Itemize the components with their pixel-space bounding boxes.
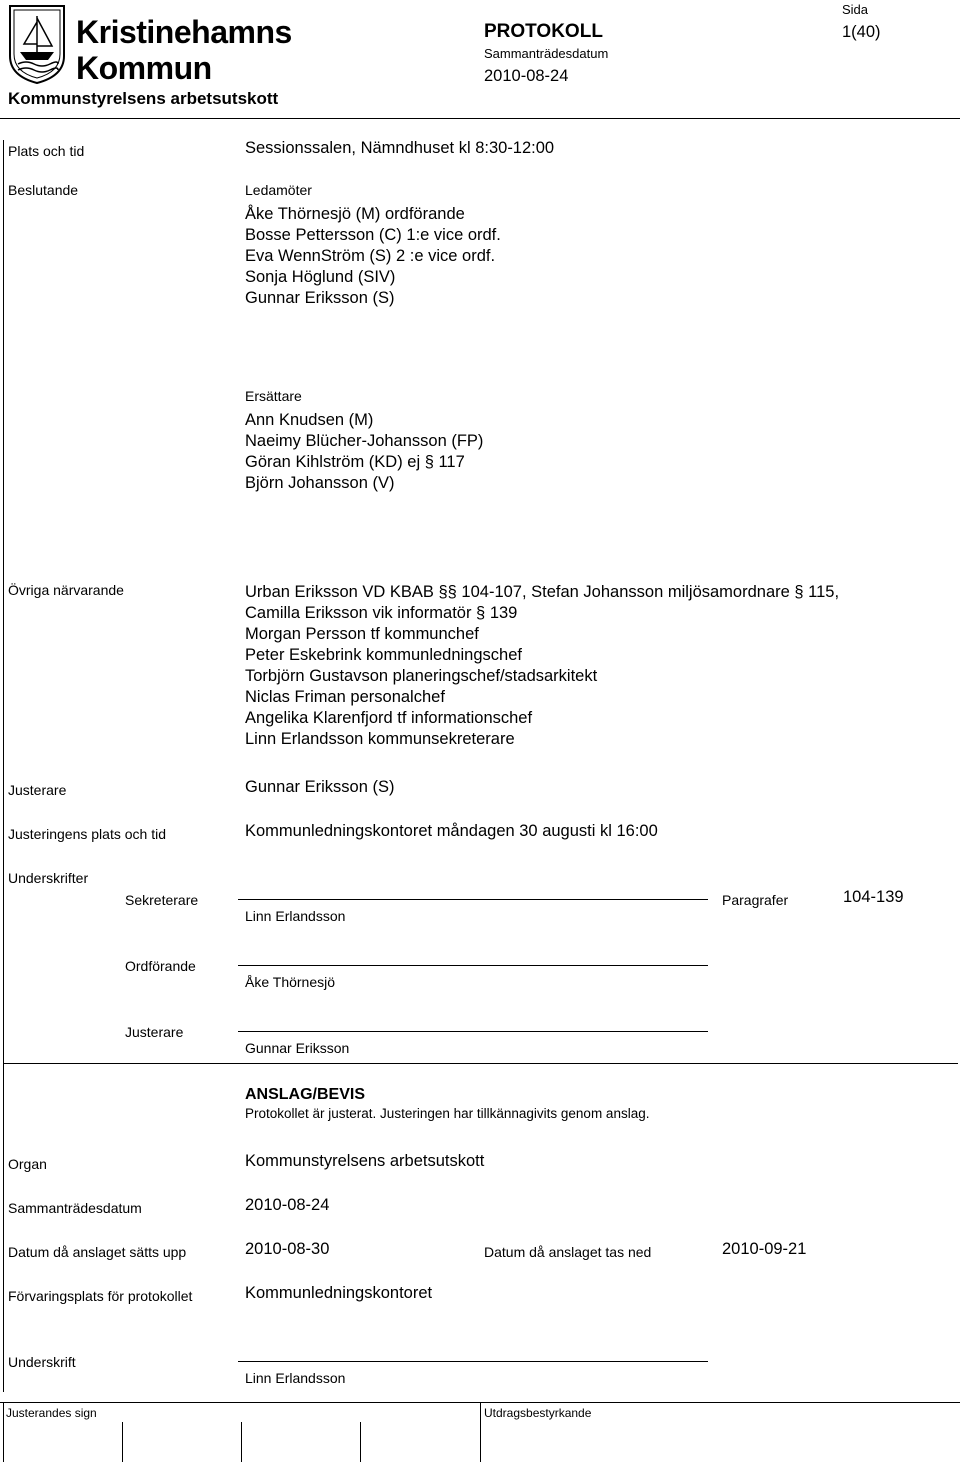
- signature-adjuster-label: Justerare: [125, 1024, 184, 1040]
- substitute-item: Björn Johansson (V): [245, 474, 395, 492]
- members-list: [245, 204, 501, 309]
- logo-text-line1: Kristinehamns: [76, 14, 292, 50]
- attendee-item: Peter Eskebrink kommunledningschef: [245, 646, 522, 664]
- coat-of-arms-icon: [8, 4, 66, 84]
- adjuster-value: Gunnar Eriksson (S): [245, 778, 395, 796]
- extract-cert-label: Utdragsbestyrkande: [484, 1406, 592, 1420]
- member-item: Gunnar Eriksson (S): [245, 289, 395, 307]
- logo-text-line2: Kommun: [76, 50, 212, 86]
- adjuster-sign-label: Justerandes sign: [6, 1406, 97, 1420]
- meeting-date: 2010-08-24: [484, 67, 569, 85]
- member-item: Eva WennStröm (S) 2 :e vice ordf.: [245, 247, 496, 265]
- left-margin-line: [3, 140, 4, 1392]
- deciding-label: Beslutande: [8, 182, 79, 198]
- substitutes-list: [245, 410, 483, 494]
- chair-label: Ordförande: [125, 958, 196, 974]
- notice-signature-line: [238, 1361, 708, 1362]
- organ-value: Kommunstyrelsens arbetsutskott: [245, 1152, 485, 1170]
- paragraphs-value: 104-139: [843, 888, 904, 906]
- notice-title: ANSLAG/BEVIS: [245, 1086, 366, 1103]
- header-divider: [0, 118, 960, 119]
- department-name: Kommunstyrelsens arbetsutskott: [8, 89, 279, 108]
- notice-signature-label: Underskrift: [8, 1354, 76, 1370]
- sign-box-divider: [241, 1422, 242, 1462]
- storage-value: Kommunledningskontoret: [245, 1284, 433, 1302]
- posted-value: 2010-08-30: [245, 1240, 330, 1258]
- member-item: Åke Thörnesjö (M) ordförande: [245, 205, 465, 223]
- secretary-label: Sekreterare: [125, 892, 199, 908]
- notice-signature-name: Linn Erlandsson: [245, 1370, 346, 1386]
- others-list: [245, 582, 839, 750]
- attendee-item: Camilla Eriksson vik informatör § 139: [245, 604, 518, 622]
- secretary-signature-line: [238, 899, 708, 900]
- organ-label: Organ: [8, 1156, 47, 1172]
- sign-box-divider: [360, 1422, 361, 1462]
- signature-adjuster-name: Gunnar Eriksson: [245, 1040, 350, 1056]
- sign-box-divider: [3, 1402, 4, 1462]
- sign-box-divider: [122, 1422, 123, 1462]
- substitute-item: Göran Kihlström (KD) ej § 117: [245, 453, 465, 471]
- notice-text: Protokollet är justerat. Justeringen har tillkännagivits genom anslag.: [245, 1106, 650, 1121]
- page-number: 1(40): [842, 23, 881, 41]
- paragraphs-label: Paragrafer: [722, 892, 789, 908]
- chair-name: Åke Thörnesjö: [245, 974, 336, 990]
- attendee-item: Linn Erlandsson kommunsekreterare: [245, 730, 515, 748]
- storage-label: Förvaringsplats för protokollet: [8, 1288, 193, 1304]
- others-label: Övriga närvarande: [8, 582, 124, 598]
- page-label: Sida: [842, 2, 869, 17]
- substitute-item: Ann Knudsen (M): [245, 411, 374, 429]
- place-value: Sessionssalen, Nämndhuset kl 8:30-12:00: [245, 139, 555, 157]
- meeting-date-label: Sammanträdesdatum: [484, 46, 609, 61]
- secretary-name: Linn Erlandsson: [245, 908, 346, 924]
- substitutes-label: Ersättare: [245, 388, 302, 404]
- municipality-logo: [8, 4, 292, 86]
- posted-label: Datum då anslaget sätts upp: [8, 1244, 187, 1260]
- adjuster-signature-line: [238, 1031, 708, 1032]
- notice-date-value: 2010-08-24: [245, 1196, 330, 1214]
- member-item: Sonja Höglund (SIV): [245, 268, 396, 286]
- place-label: Plats och tid: [8, 143, 85, 159]
- signatures-label: Underskrifter: [8, 870, 89, 886]
- sign-box-divider: [480, 1402, 481, 1462]
- attendee-item: Torbjörn Gustavson planeringschef/stadsarkitekt: [245, 667, 598, 685]
- removed-value: 2010-09-21: [722, 1240, 807, 1258]
- notice-divider: [3, 1063, 958, 1064]
- adjust-place-value: Kommunledningskontoret måndagen 30 augusti kl 16:00: [245, 822, 658, 840]
- member-item: Bosse Pettersson (C) 1:e vice ordf.: [245, 226, 501, 244]
- attendee-item: Niclas Friman personalchef: [245, 688, 445, 706]
- attendee-item: Angelika Klarenfjord tf informationschef: [245, 709, 533, 727]
- attendee-item: Urban Eriksson VD KBAB §§ 104-107, Stefan Johansson miljösamordnare § 115,: [245, 583, 840, 601]
- removed-label: Datum då anslaget tas ned: [484, 1244, 652, 1260]
- attendee-item: Morgan Persson tf kommunchef: [245, 625, 479, 643]
- adjust-place-label: Justeringens plats och tid: [8, 826, 166, 842]
- chair-signature-line: [238, 965, 708, 966]
- notice-date-label: Sammanträdesdatum: [8, 1200, 142, 1216]
- document-type: PROTOKOLL: [484, 21, 603, 42]
- substitute-item: Naeimy Blücher-Johansson (FP): [245, 432, 484, 450]
- adjuster-label: Justerare: [8, 782, 67, 798]
- members-label: Ledamöter: [245, 182, 312, 198]
